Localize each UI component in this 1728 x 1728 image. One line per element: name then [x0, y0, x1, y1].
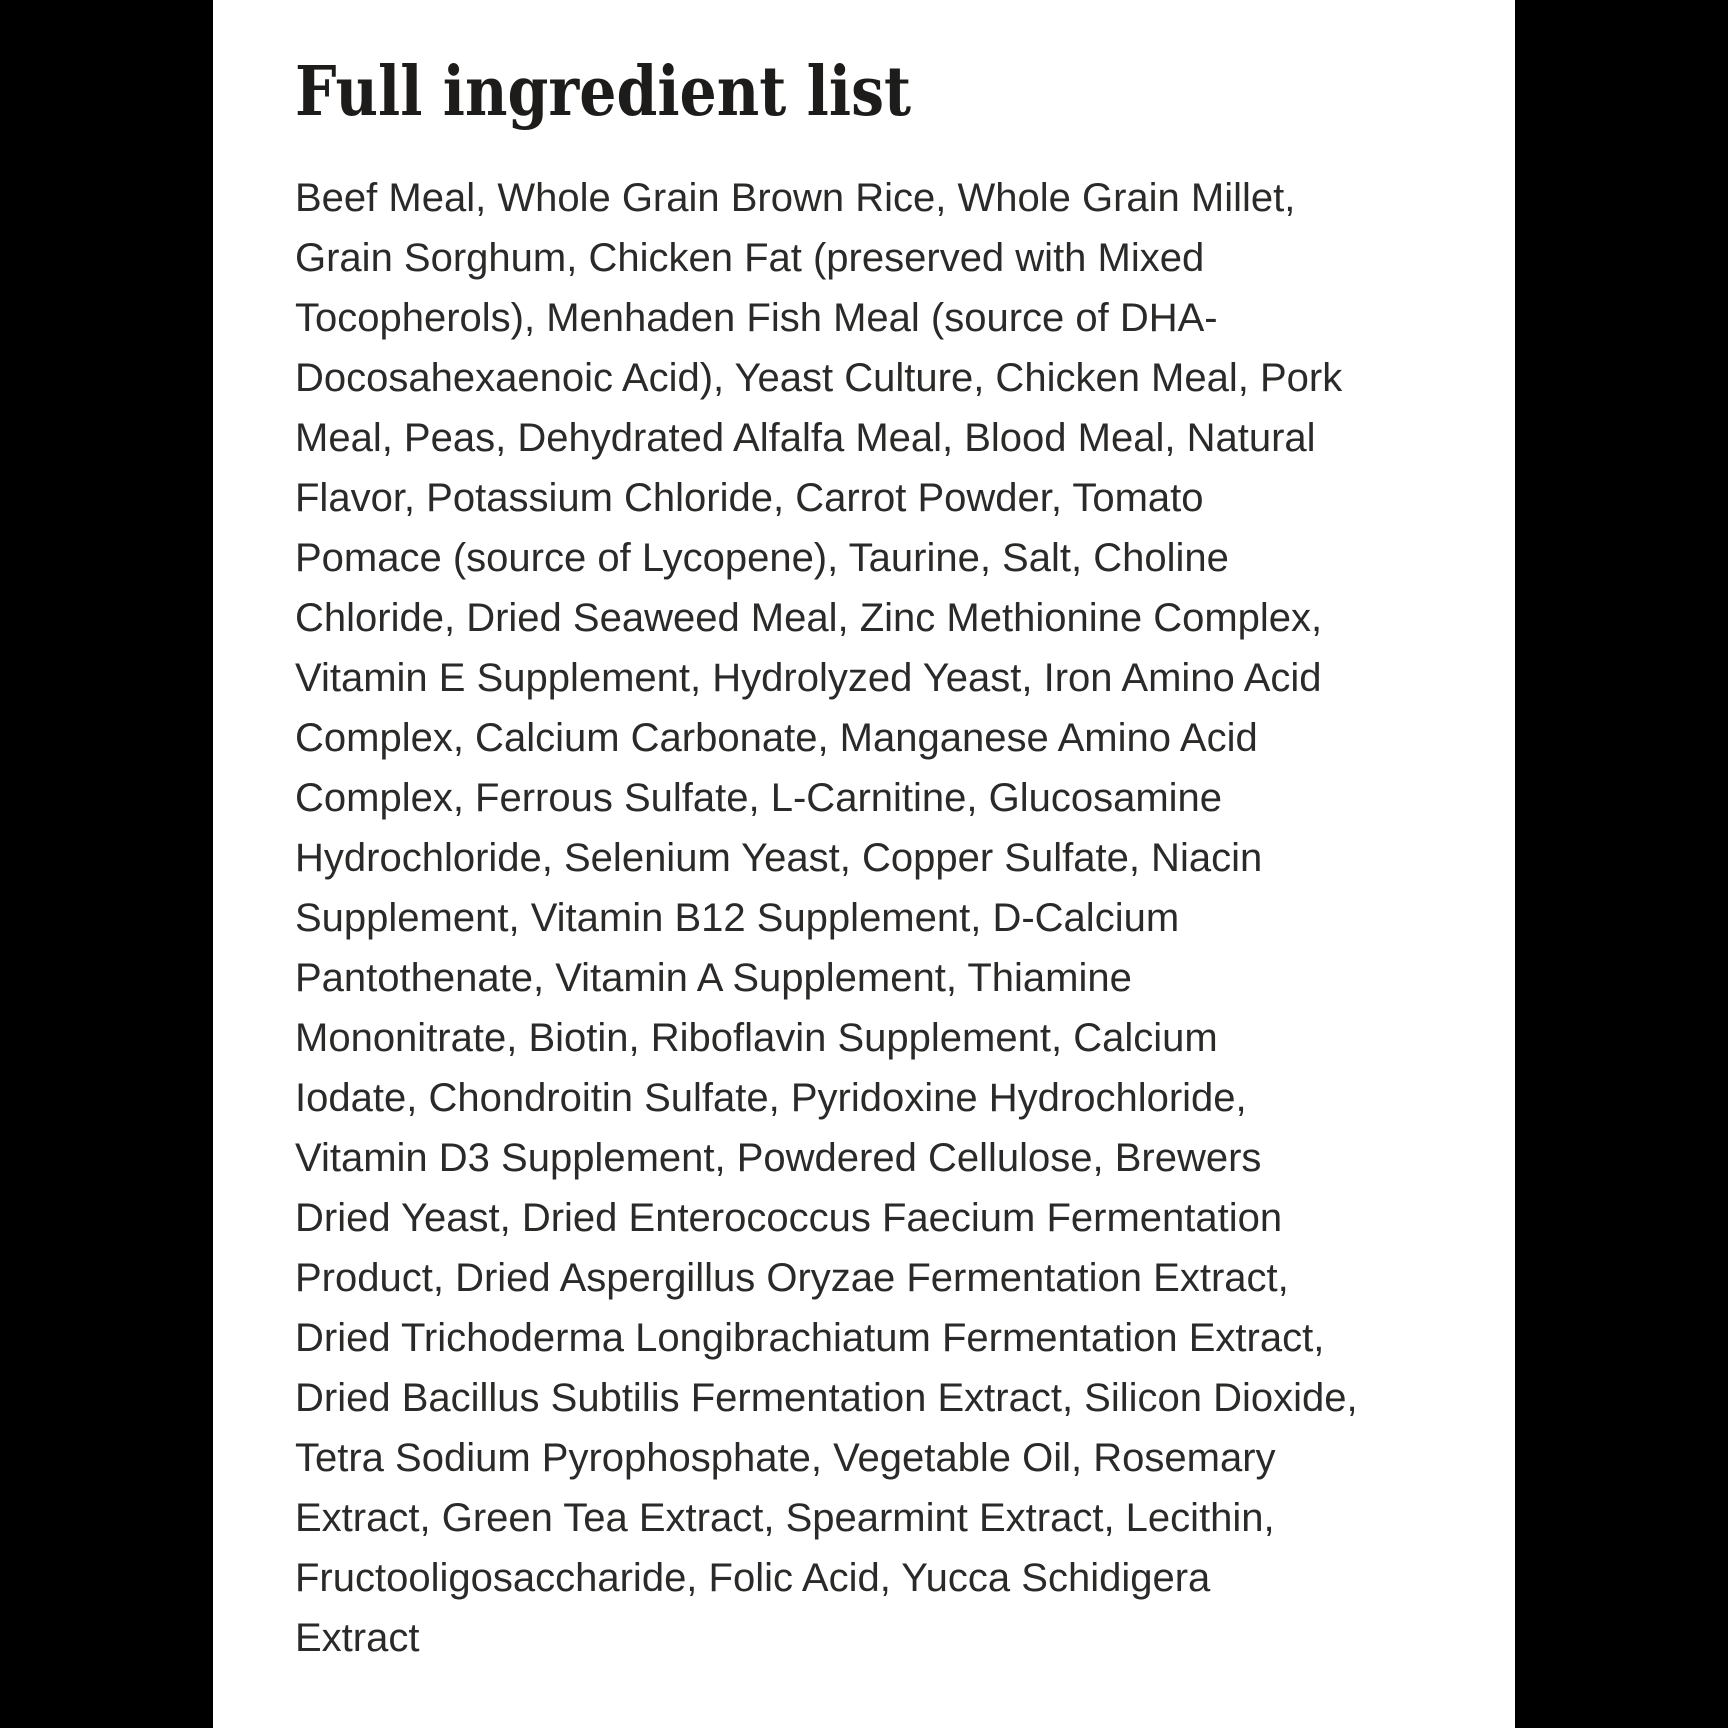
ingredient-line: Beef Meal, Whole Grain Brown Rice, Whole Grain Millet,: [295, 176, 1296, 220]
ingredient-line: Meal, Peas, Dehydrated Alfalfa Meal, Blood Meal, Natural: [295, 416, 1316, 460]
ingredient-line: Hydrochloride, Selenium Yeast, Copper Sulfate, Niacin: [295, 836, 1263, 880]
ingredient-line: Complex, Ferrous Sulfate, L-Carnitine, Glucosamine: [295, 776, 1223, 820]
ingredient-line: Tocopherols), Menhaden Fish Meal (source of DHA-: [295, 296, 1218, 340]
ingredient-line: Grain Sorghum, Chicken Fat (preserved with Mixed: [295, 236, 1205, 280]
ingredient-line: Supplement, Vitamin B12 Supplement, D-Calcium: [295, 896, 1180, 940]
ingredient-line: Vitamin E Supplement, Hydrolyzed Yeast, Iron Amino Acid: [295, 656, 1322, 700]
ingredient-list: [295, 168, 1485, 1668]
ingredient-line: Pomace (source of Lycopene), Taurine, Salt, Choline: [295, 536, 1229, 580]
ingredient-line: Chloride, Dried Seaweed Meal, Zinc Methionine Complex,: [295, 596, 1323, 640]
ingredient-line: Dried Yeast, Dried Enterococcus Faecium Fermentation: [295, 1196, 1283, 1240]
ingredient-line: Extract: [295, 1616, 420, 1660]
section-title: Full ingredient list: [295, 52, 912, 132]
ingredient-line: Tetra Sodium Pyrophosphate, Vegetable Oil, Rosemary: [295, 1436, 1276, 1480]
ingredient-line: Dried Bacillus Subtilis Fermentation Extract, Silicon Dioxide,: [295, 1376, 1358, 1420]
ingredient-line: Complex, Calcium Carbonate, Manganese Amino Acid: [295, 716, 1258, 760]
content-panel: [213, 0, 1515, 1728]
ingredient-line: Fructooligosaccharide, Folic Acid, Yucca Schidigera: [295, 1556, 1211, 1600]
ingredient-line: Product, Dried Aspergillus Oryzae Fermentation Extract,: [295, 1256, 1289, 1300]
ingredient-line: Mononitrate, Biotin, Riboflavin Supplement, Calcium: [295, 1016, 1218, 1060]
ingredient-line: Iodate, Chondroitin Sulfate, Pyridoxine Hydrochloride,: [295, 1076, 1247, 1120]
ingredient-line: Pantothenate, Vitamin A Supplement, Thiamine: [295, 956, 1132, 1000]
ingredient-line: Docosahexaenoic Acid), Yeast Culture, Chicken Meal, Pork: [295, 356, 1343, 400]
ingredient-line: Dried Trichoderma Longibrachiatum Fermentation Extract,: [295, 1316, 1325, 1360]
ingredient-line: Flavor, Potassium Chloride, Carrot Powder, Tomato: [295, 476, 1204, 520]
ingredient-line: Extract, Green Tea Extract, Spearmint Extract, Lecithin,: [295, 1496, 1275, 1540]
ingredient-line: Vitamin D3 Supplement, Powdered Cellulose, Brewers: [295, 1136, 1262, 1180]
